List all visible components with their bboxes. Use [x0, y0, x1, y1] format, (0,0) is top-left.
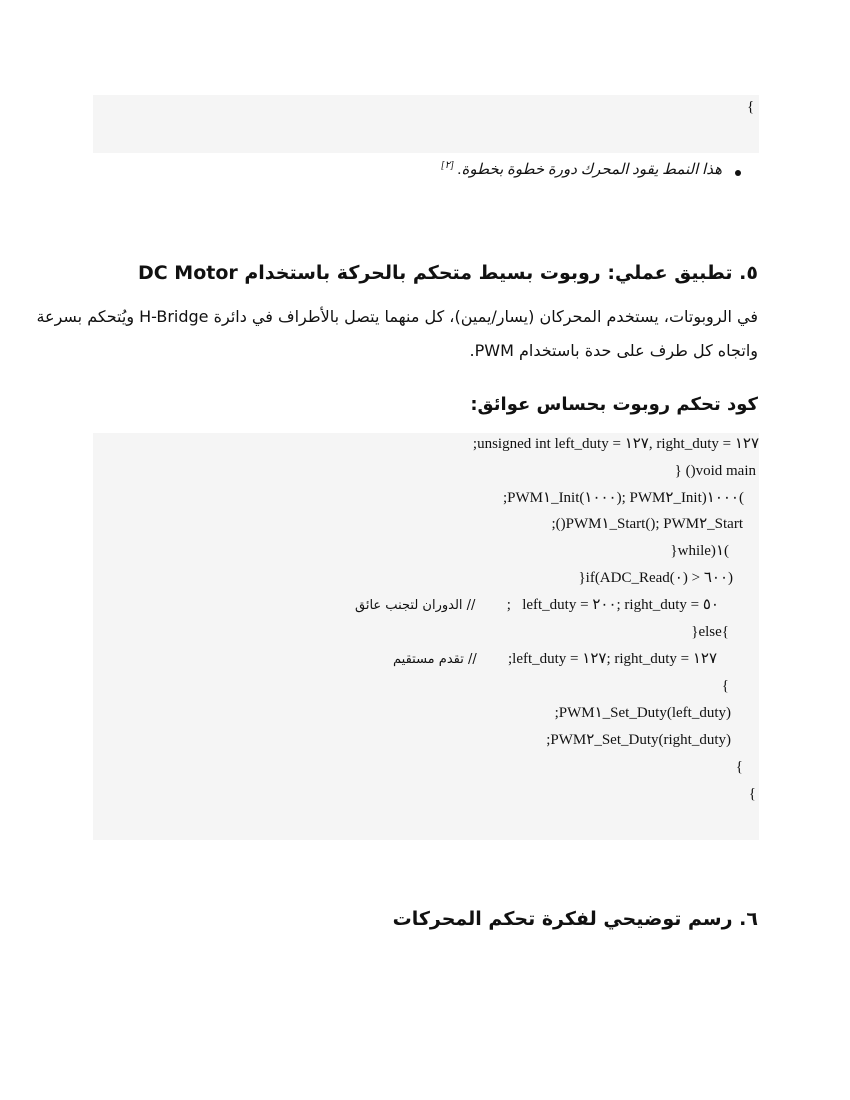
code-line: {	[735, 759, 743, 775]
code-line: }else{	[691, 624, 729, 640]
citation-link[interactable]: [٢]	[440, 160, 454, 171]
code-line: ;PWM٢_Set_Duty(right_duty)	[546, 732, 731, 748]
code-comment: // تقدم مستقيم	[393, 652, 477, 667]
code-line: ;PWM١_Init(١٠٠٠); PWM٢_Init)١٠٠٠(	[502, 490, 744, 506]
code-line: }if(ADC_Read(٠) > ٦٠٠)	[578, 570, 733, 586]
code-subheading: كود تحكم روبوت بحساس عوائق:	[470, 394, 758, 415]
code-block-top	[93, 95, 759, 153]
code-line: }while)١(	[670, 543, 729, 559]
bullet-dot	[735, 170, 741, 176]
paragraph-line-1: في الروبوتات، يستخدم المحركان (يسار/يمين)، كل منهما يتصل بالأطراف في دائرة H-Bridge ويُتحكم بسرعة	[36, 307, 758, 326]
code-line: ;unsigned int left_duty = ١٢٧, right_duty = ١٢٧	[472, 436, 759, 452]
code-line: } ()void main	[674, 463, 756, 479]
section-heading-5: ٥. تطبيق عملي: روبوت بسيط متحكم بالحركة باستخدام DC Motor	[137, 262, 758, 284]
code-line: {	[748, 786, 756, 802]
code-line: {	[747, 99, 755, 115]
code-line: {	[721, 678, 729, 694]
code-line: ;left_duty = ١٢٧; right_duty = ١٢٧	[507, 651, 717, 667]
paragraph-line-2: واتجاه كل طرف على حدة باستخدام PWM.	[469, 341, 758, 360]
code-comment: // الدوران لتجنب عائق	[355, 598, 476, 613]
bullet-text: هذا النمط يقود المحرك دورة خطوة بخطوة.	[457, 162, 722, 178]
section-heading-6: ٦. رسم توضيحي لفكرة تحكم المحركات	[392, 908, 758, 930]
code-line: ;()PWM١_Start(); PWM٢_Start	[551, 516, 743, 532]
code-block-main	[93, 433, 759, 840]
bullet-item	[441, 160, 722, 179]
code-line: ;PWM١_Set_Duty(left_duty)	[554, 705, 731, 721]
code-line: ; left_duty = ٢٠٠; right_duty = ٥٠	[506, 597, 719, 613]
